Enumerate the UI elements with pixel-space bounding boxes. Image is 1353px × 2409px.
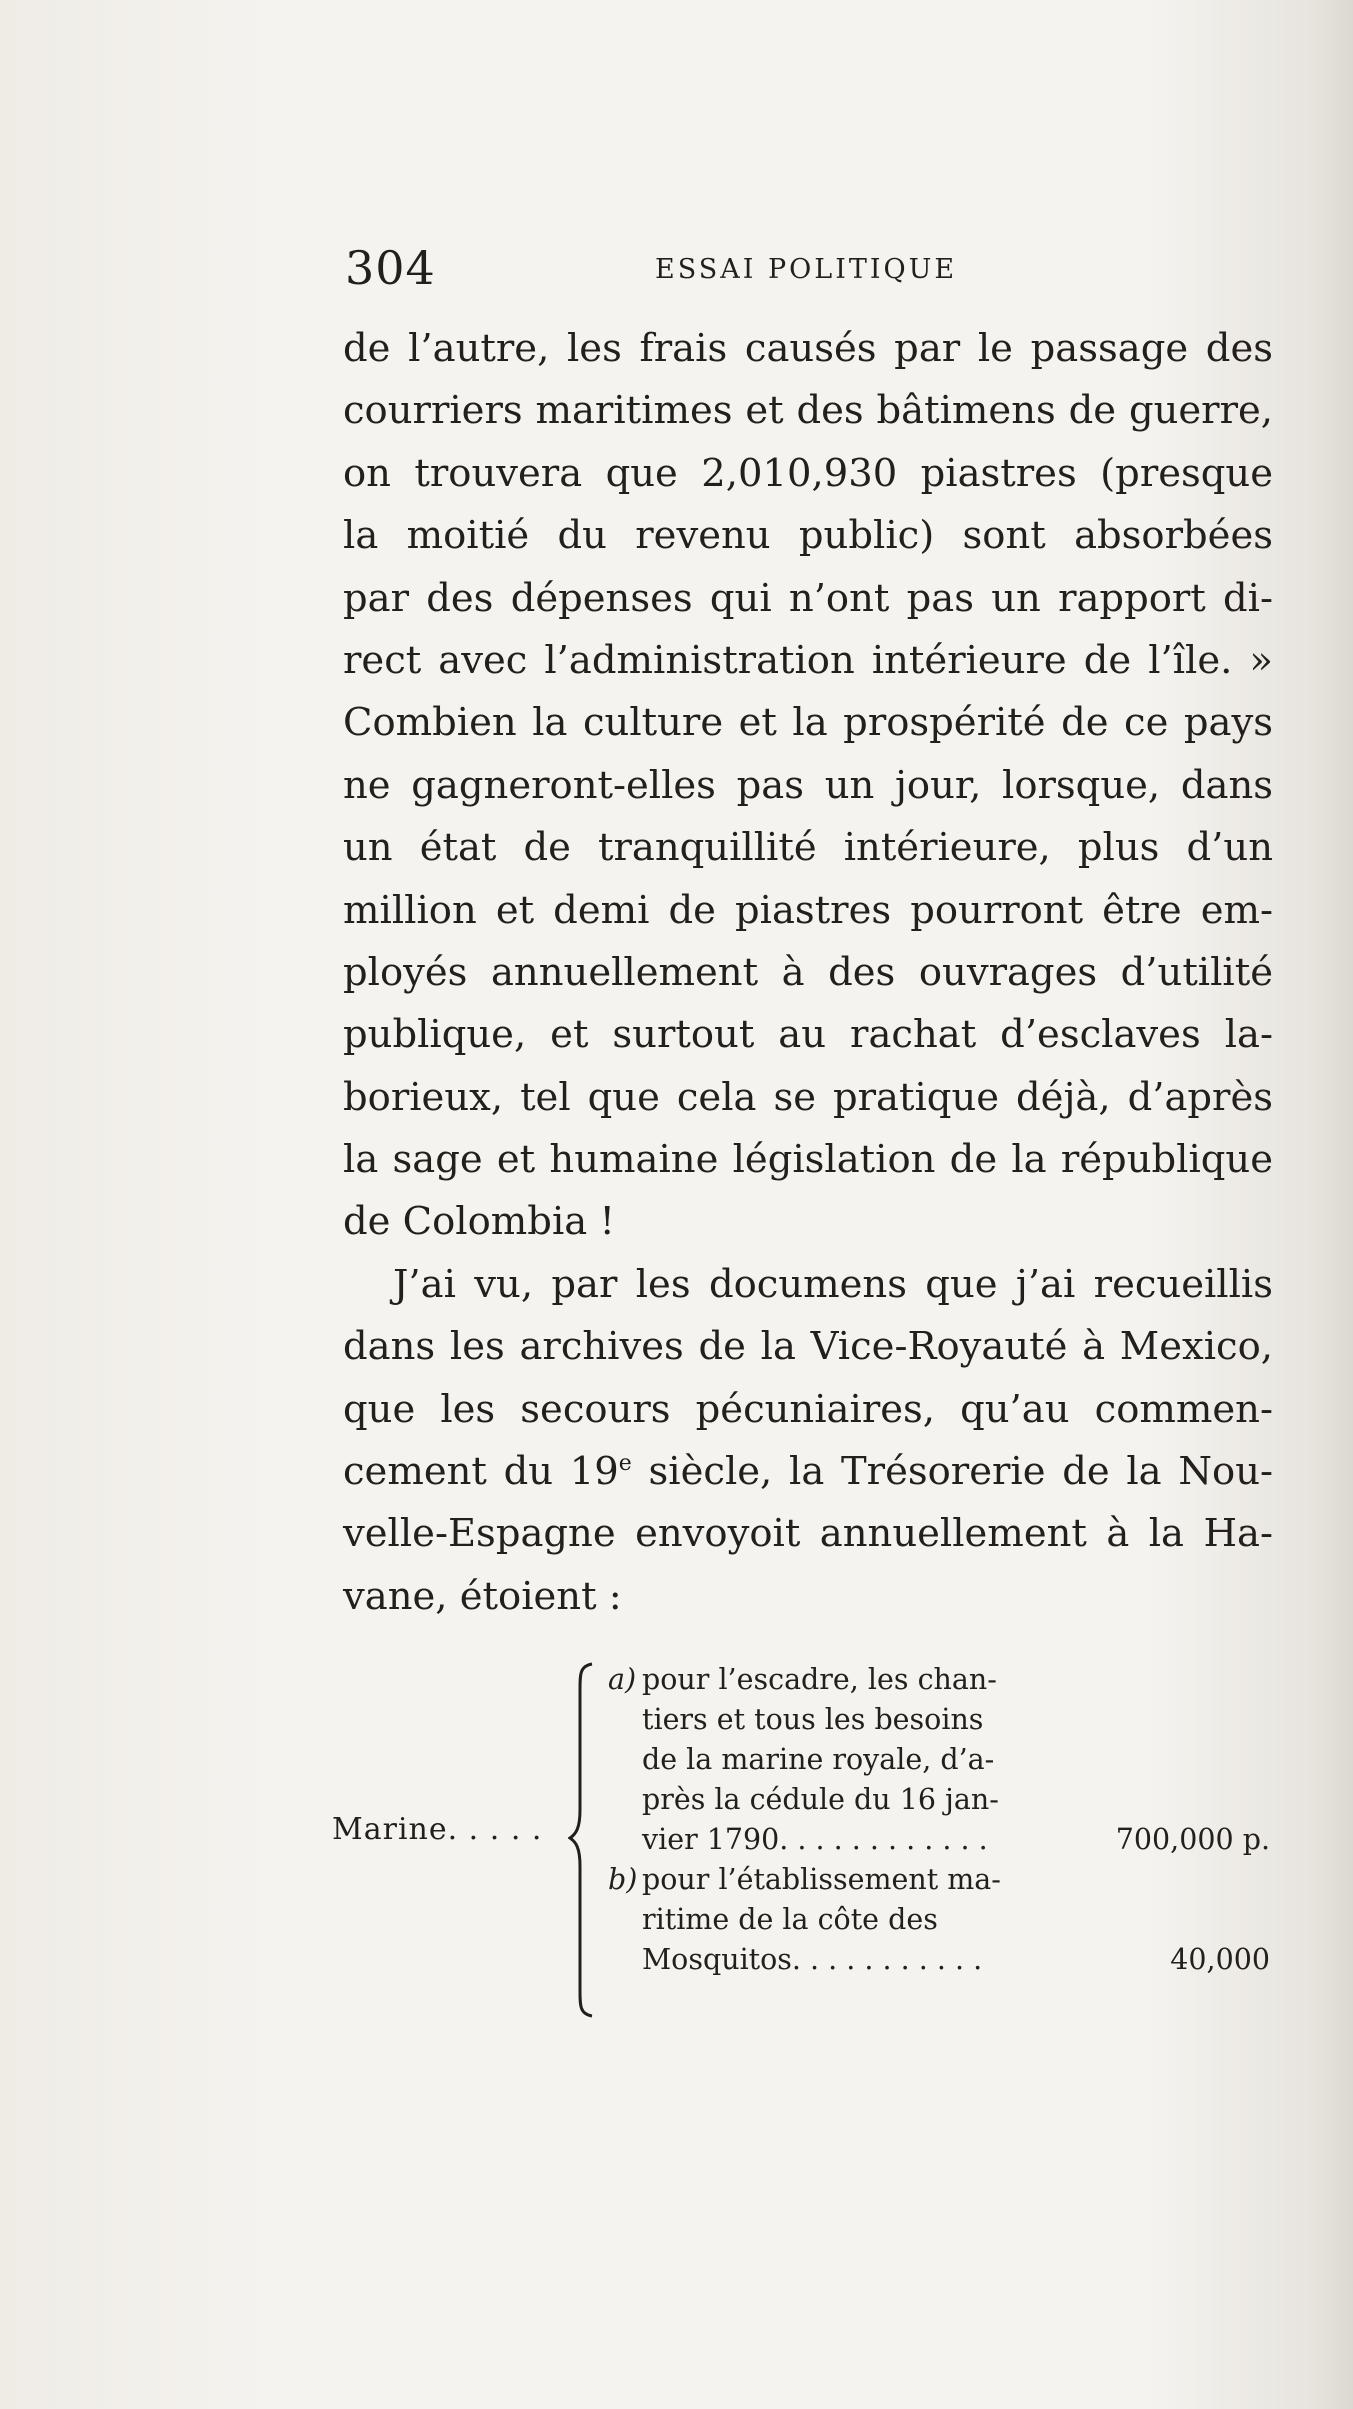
table-label: Marine. . . . . bbox=[332, 1812, 543, 1847]
text-line: J’ai vu, par les documens que j’ai recueillis bbox=[393, 1261, 1273, 1307]
text-line: la sage et humaine législation de la république bbox=[343, 1137, 1273, 1183]
text-line: la moitié du revenu public) sont absorbées bbox=[343, 513, 1273, 559]
text-line: borieux, tel que cela se pratique déjà, d’après bbox=[343, 1074, 1273, 1120]
text-line: rect avec l’administration intérieure de l’île. » bbox=[343, 637, 1273, 683]
item-marker: a) bbox=[608, 1663, 637, 1696]
superscript: e bbox=[618, 1451, 632, 1477]
text-line: que les secours pécuniaires, qu’au commen- bbox=[343, 1386, 1273, 1432]
brace-icon bbox=[568, 1660, 598, 2020]
page-number: 304 bbox=[345, 241, 436, 295]
text-line: ne gagneront-elles pas un jour, lorsque, dans bbox=[343, 762, 1273, 808]
text-line: de Colombia ! bbox=[343, 1199, 615, 1245]
text-line: Combien la culture et la prospérité de ce pays bbox=[343, 700, 1273, 746]
marine-table bbox=[332, 1660, 1272, 2020]
item-text: pour l’escadre, les chan- bbox=[642, 1663, 997, 1696]
text-line bbox=[343, 1441, 1273, 1503]
item-text: vier 1790. . . . . . . . . . . . bbox=[642, 1823, 988, 1856]
text-line: velle-Espagne envoyoit annuellement à la Ha- bbox=[343, 1511, 1273, 1557]
item-a-line: de la marine royale, d’a- bbox=[642, 1743, 995, 1776]
item-text: pour l’établissement ma- bbox=[642, 1863, 1001, 1896]
text-line: vane, étoient : bbox=[343, 1573, 622, 1619]
item-amount: 700,000 p. bbox=[1115, 1823, 1270, 1856]
item-b-line: ritime de la côte des bbox=[642, 1903, 938, 1936]
text-line: par des dépenses qui n’ont pas un rapport di- bbox=[343, 575, 1273, 621]
body-text bbox=[343, 318, 1273, 1628]
text-fragment: cement du 19 bbox=[343, 1449, 619, 1495]
text-fragment: siècle, la Trésorerie de la Nou- bbox=[631, 1449, 1274, 1495]
text-line: on trouvera que 2,010,930 piastres (presque bbox=[343, 450, 1273, 496]
text-line: de l’autre, les frais causés par le passage des bbox=[343, 326, 1273, 371]
item-b-total-row bbox=[608, 1940, 1270, 1980]
running-title: ESSAI POLITIQUE bbox=[655, 254, 958, 285]
text-line: million et demi de piastres pourront être em- bbox=[343, 887, 1273, 933]
item-a-total-row bbox=[608, 1820, 1270, 1860]
text-line: un état de tranquillité intérieure, plus d’un bbox=[343, 825, 1273, 871]
text-line: publique, et surtout au rachat d’esclaves la- bbox=[343, 1012, 1273, 1058]
item-a-line: tiers et tous les besoins bbox=[642, 1703, 984, 1736]
item-marker: b) bbox=[608, 1863, 638, 1896]
item-a-line: près la cédule du 16 jan- bbox=[642, 1783, 999, 1816]
table-items bbox=[608, 1660, 1270, 1980]
text-line: ployés annuellement à des ouvrages d’utilité bbox=[343, 949, 1273, 995]
item-text: Mosquitos. . . . . . . . . . . bbox=[642, 1943, 983, 1976]
page-header bbox=[345, 238, 1260, 298]
text-line: courriers maritimes et des bâtimens de guerre, bbox=[343, 388, 1273, 434]
text-line: dans les archives de la Vice-Royauté à Mexico, bbox=[343, 1324, 1273, 1370]
item-b-line bbox=[608, 1860, 1270, 1900]
item-a-line bbox=[608, 1660, 1270, 1700]
item-amount: 40,000 bbox=[1170, 1943, 1270, 1976]
